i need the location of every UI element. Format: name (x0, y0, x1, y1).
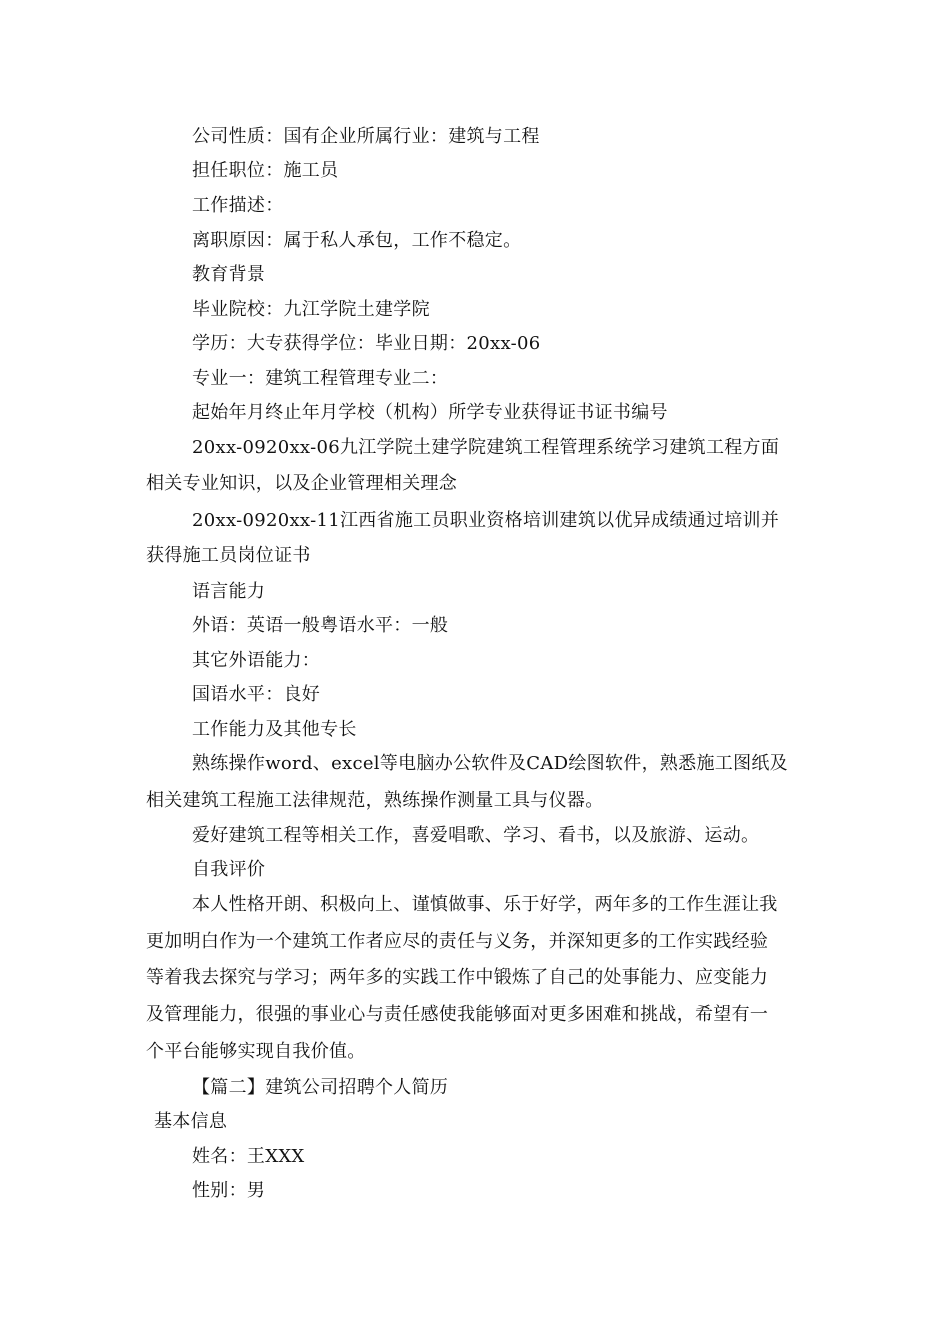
other-language-line: 其它外语能力： (192, 650, 321, 671)
education-heading: 教育背景 (192, 264, 266, 285)
education-table-header: 起始年月终止年月学校（机构）所学专业获得证书证书编号 (192, 402, 668, 423)
company-nature-line: 公司性质：国有企业所属行业：建筑与工程 (192, 126, 540, 147)
education-entry-1: 20xx-0920xx-06九江学院土建学院建筑工程管理系统学习建筑工程方面 (192, 437, 780, 458)
basic-info-heading: 基本信息 (154, 1111, 228, 1132)
skills-line-2: 相关建筑工程施工法律规范，熟练操作测量工具与仪器。 (146, 790, 604, 811)
education-entry-1-cont: 相关专业知识，以及企业管理相关理念 (146, 473, 458, 494)
self-evaluation-line-3: 等着我去探究与学习；两年多的实践工作中锻炼了自己的处事能力、应变能力 (146, 967, 769, 988)
job-description-line: 工作描述： (192, 195, 284, 216)
self-evaluation-line-4: 及管理能力，很强的事业心与责任感使我能够面对更多困难和挑战，希望有一 (146, 1004, 769, 1025)
name-line: 姓名：王XXX (192, 1146, 305, 1167)
education-entry-2: 20xx-0920xx-11江西省施工员职业资格培训建筑以优异成绩通过培训并 (192, 510, 780, 531)
section-two-title: 【篇二】建筑公司招聘个人简历 (192, 1077, 449, 1098)
position-line: 担任职位：施工员 (192, 160, 339, 181)
self-evaluation-heading: 自我评价 (192, 859, 266, 880)
self-evaluation-line-5: 个平台能够实现自我价值。 (146, 1041, 366, 1062)
skills-line-1: 熟练操作word、excel等电脑办公软件及CAD绘图软件，熟悉施工图纸及 (192, 753, 788, 774)
degree-line: 学历：大专获得学位：毕业日期：20xx-06 (192, 333, 541, 354)
mandarin-line: 国语水平：良好 (192, 684, 321, 705)
gender-line: 性别：男 (192, 1180, 266, 1201)
language-heading: 语言能力 (192, 581, 266, 602)
foreign-language-line: 外语：英语一般粤语水平：一般 (192, 615, 449, 636)
self-evaluation-line-2: 更加明白作为一个建筑工作者应尽的责任与义务，并深知更多的工作实践经验 (146, 931, 769, 952)
hobbies-line: 爱好建筑工程等相关工作，喜爱唱歌、学习、看书，以及旅游、运动。 (192, 825, 760, 846)
school-line: 毕业院校：九江学院土建学院 (192, 299, 430, 320)
leaving-reason-line: 离职原因：属于私人承包，工作不稳定。 (192, 230, 522, 251)
major-line: 专业一：建筑工程管理专业二： (192, 368, 449, 389)
skills-heading: 工作能力及其他专长 (192, 719, 357, 740)
education-entry-2-cont: 获得施工员岗位证书 (146, 545, 311, 566)
self-evaluation-line-1: 本人性格开朗、积极向上、谨慎做事、乐于好学，两年多的工作生涯让我 (192, 894, 778, 915)
